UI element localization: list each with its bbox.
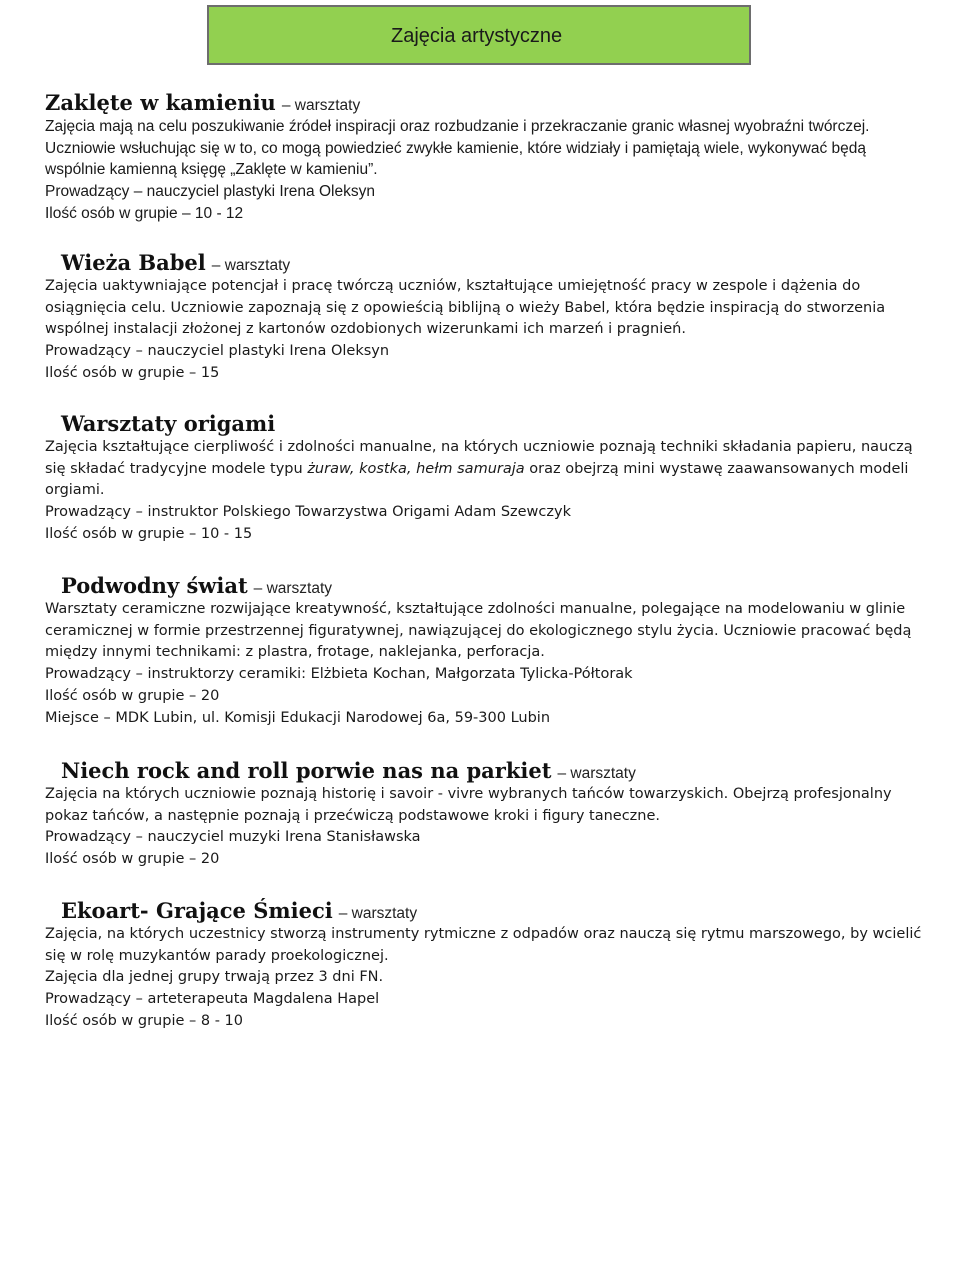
model-names: żuraw, kostka, hełm samuraja bbox=[307, 460, 525, 477]
instructor-line: Prowadzący – instruktor Polskiego Towarzystwa Origami Adam Szewczyk bbox=[45, 504, 571, 521]
description-line bbox=[45, 459, 920, 481]
section-title: Warsztaty origami bbox=[61, 411, 276, 436]
section-podwodny-swiat bbox=[45, 573, 920, 729]
description-line: osiągnięcia celu. Uczniowie zapoznają się z opowieścią biblijną o wieży Babel, która będzie inspiracją do stworzenia bbox=[45, 299, 886, 316]
instructor-line: Prowadzący – nauczyciel plastyki Irena Oleksyn bbox=[45, 183, 375, 201]
description-line: się w rolę muzykantów parady proekologicznej. bbox=[45, 947, 389, 964]
section-ekoart bbox=[45, 898, 920, 1033]
description-text: się składać tradycyjne modele typu bbox=[45, 460, 308, 477]
description-line: Zajęcia, na których uczestnicy stworzą instrumenty rytmiczne z odpadów oraz nauczą się rytmu marszowego, by wcielić bbox=[45, 926, 922, 942]
section-heading bbox=[61, 573, 920, 599]
section-zaklete-w-kamieniu bbox=[45, 90, 920, 225]
group-size-line: Ilość osób w grupie – 15 bbox=[45, 364, 220, 381]
description-line: Zajęcia kształtujące cierpliwość i zdolności manualne, na których uczniowie poznają techniki składania papieru, nauczą bbox=[45, 439, 913, 455]
description-line: Warsztaty ceramiczne rozwijające kreatywność, kształtujące zdolności manualne, polegające na modelowaniu w glinie bbox=[45, 601, 906, 617]
group-size-line: Ilość osób w grupie – 10 - 12 bbox=[45, 204, 244, 222]
description-line: Zajęcia mają na celu poszukiwanie źródeł inspiracji oraz rozbudzanie i przekraczanie granic własnej wyobraźni twórczej. bbox=[45, 118, 870, 135]
section-warsztaty-origami bbox=[45, 411, 920, 546]
description-line: między innymi technikami: z plastra, frotage, naklejanka, perforacja. bbox=[45, 644, 545, 661]
section-type: – warsztaty bbox=[281, 97, 361, 114]
section-heading bbox=[61, 250, 920, 276]
section-type: – warsztaty bbox=[211, 257, 291, 274]
section-heading bbox=[61, 758, 920, 784]
description-line: orgiami. bbox=[45, 482, 105, 499]
instructor-line: Prowadzący – nauczyciel plastyki Irena Oleksyn bbox=[45, 343, 390, 360]
group-size-line: Ilość osób w grupie – 20 bbox=[45, 687, 220, 704]
section-title: Ekoart- Grające Śmieci bbox=[61, 898, 333, 923]
section-title: Niech rock and roll porwie nas na parkiet bbox=[61, 758, 552, 783]
section-heading bbox=[45, 90, 920, 116]
instructor-line: Prowadzący – arteterapeuta Magdalena Hapel bbox=[45, 991, 380, 1008]
section-title: Zaklęte w kamieniu bbox=[45, 90, 276, 115]
group-size-line: Ilość osób w grupie – 20 bbox=[45, 851, 220, 868]
schedule-line: Zajęcia dla jednej grupy trwają przez 3 dni FN. bbox=[45, 969, 384, 986]
description-line: Zajęcia uaktywniające potencjał i pracę twórczą uczniów, kształtujące umiejętność pracy w zespole i dążenia do bbox=[45, 278, 861, 294]
page-title: Zajęcia artystyczne bbox=[391, 25, 563, 47]
section-rock-and-roll bbox=[45, 758, 920, 871]
section-title: Podwodny świat bbox=[61, 573, 248, 598]
description-text: oraz obejrzą mini wystawę zaawansowanych modeli bbox=[529, 460, 909, 477]
group-size-line: Ilość osób w grupie – 8 - 10 bbox=[45, 1012, 243, 1029]
instructor-line: Prowadzący – nauczyciel muzyki Irena Stanisławska bbox=[45, 829, 421, 846]
description-line: Zajęcia na których uczniowie poznają historię i savoir - vivre wybranych tańców towarzyskich. Obejrzą profesjonalny bbox=[45, 786, 892, 802]
description-line: ceramicznej w formie przestrzennej figuratywnej, nawiązującej do ekologicznego stylu życia. Uczniowie pracować będą bbox=[45, 622, 912, 639]
section-title: Wieża Babel bbox=[61, 250, 206, 275]
section-type: – warsztaty bbox=[338, 905, 418, 922]
description-line: Uczniowie wsłuchując się w to, co mogą powiedzieć zwykłe kamienie, które widziały i pamiętają wiele, wykonywać będą bbox=[45, 139, 866, 157]
group-size-line: Ilość osób w grupie – 10 - 15 bbox=[45, 525, 253, 542]
header-banner bbox=[207, 5, 751, 65]
section-wieza-babel bbox=[45, 250, 920, 385]
description-line: wspólnej instalacji złożonej z kartonów ozdobionych wizerunkami ich marzeń i pragnień. bbox=[45, 321, 686, 338]
location-line: Miejsce – MDK Lubin, ul. Komisji Edukacji Narodowej 6a, 59-300 Lubin bbox=[45, 709, 551, 726]
description-line: wspólnie kamienną księgę „Zaklęte w kamieniu”. bbox=[45, 161, 378, 179]
description-line: pokaz tańców, a następnie poznają i przećwiczą podstawowe kroki i figury taneczne. bbox=[45, 807, 661, 824]
section-heading bbox=[61, 411, 920, 437]
instructor-line: Prowadzący – instruktorzy ceramiki: Elżbieta Kochan, Małgorzata Tylicka-Półtorak bbox=[45, 666, 633, 683]
section-type: – warsztaty bbox=[557, 765, 636, 782]
section-type: – warsztaty bbox=[253, 580, 333, 597]
section-heading bbox=[61, 898, 920, 924]
